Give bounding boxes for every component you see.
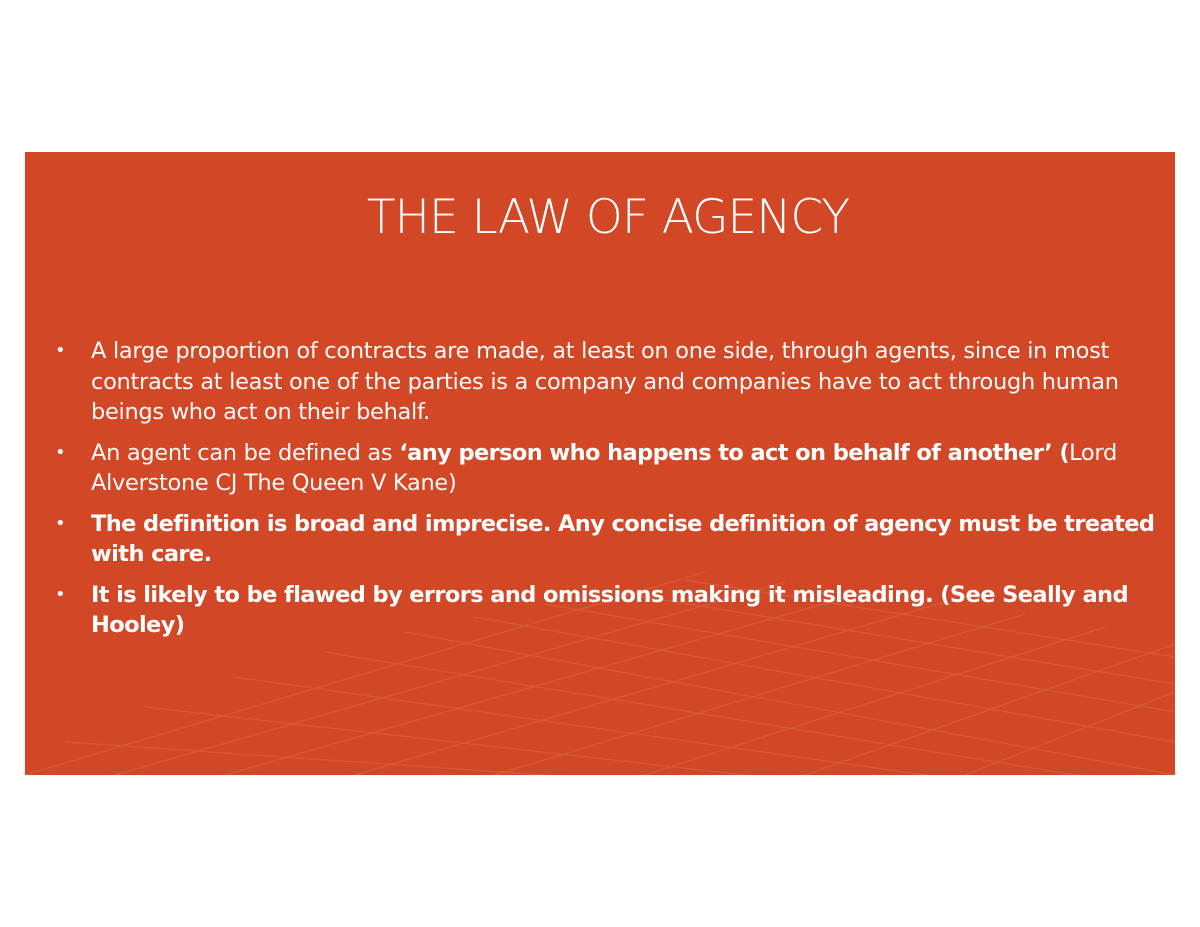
definition-quote: ‘any person who happens to act on behalf of another’ [399, 439, 1053, 466]
bullet-dot-icon: • [55, 583, 66, 605]
bullet-item [55, 438, 1155, 499]
bullet-dot-icon: • [55, 512, 66, 534]
bullet-item [55, 336, 1155, 428]
bullet-item [55, 580, 1155, 641]
bullet-dot-icon: • [55, 340, 66, 361]
slide [25, 152, 1175, 775]
bullet-text: A large proportion of contracts are made, at least on one side, through agents, since in most contracts at least one of the parties is a company and companies have to act through human beings who act on their behalf. [91, 338, 1119, 425]
bullet-text: It is likely to be flawed by errors and omissions making it misleading. (See Seally and Hooley) [91, 581, 1128, 638]
bullet-item [55, 509, 1155, 570]
bullet-lead-text: An agent can be defined as [91, 439, 400, 466]
case-citation: Lord Alverstone CJ The Queen V Kane) [91, 439, 1117, 496]
slide-title: THE LAW OF AGENCY [366, 190, 850, 245]
bullet-list [55, 336, 1155, 651]
bullet-dot-icon: • [55, 441, 66, 463]
bullet-text: The definition is broad and imprecise. Any concise definition of agency must be treated with care. [91, 510, 1155, 567]
citation-paren: ( [1052, 439, 1070, 466]
